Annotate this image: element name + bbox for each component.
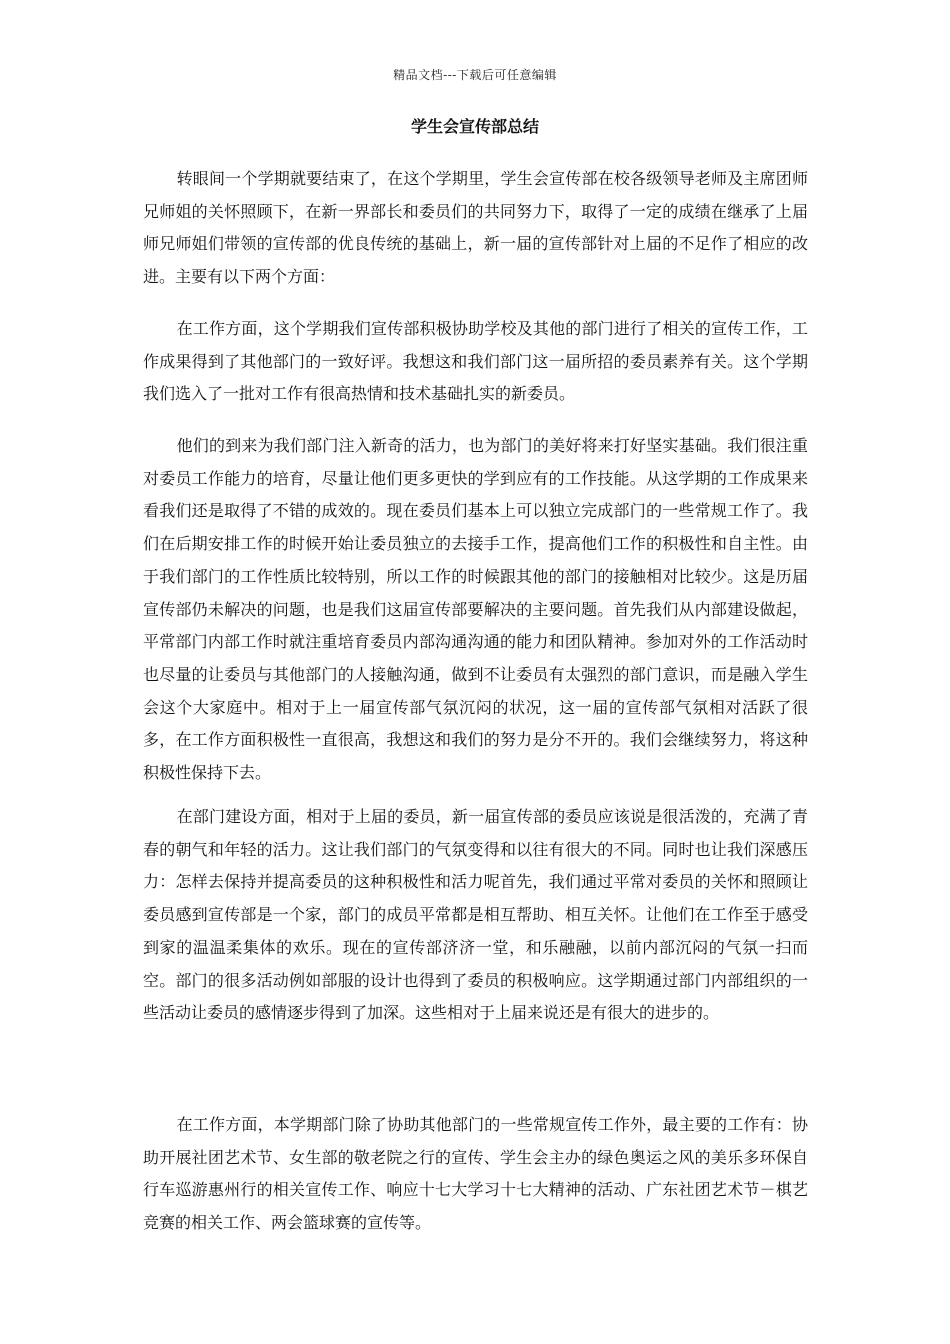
paragraph-text: 他们的到来为我们部门注入新奇的活力，也为部门的美好将来打好坚实基础。我们很注重对委员工作能力的培育，尽量让他们更多更快的学到应有的工作技能。从这学期的工作成果来看我们还是取得了不错的成效的。现在委员们基本上可以独立完成部门的一些常规工作了。我们在后期安排工作的时候开始让委员独立的去接手工作，提高他们工作的积极性和自主性。由于我们部门的工作性质比较特别，所以工作的时候跟其他的部门的接触相对比较少。这是历届宣传部仍未解决的问题，也是我们这届宣传部要解决的主要问题。首先我们从内部建设做起，平常部门内部工作时就注重培育委员内部沟通沟通的能力和团队精神。参加对外的工作活动时也尽量的让委员与其他部门的人接触沟通，做到不让委员有太强烈的部门意识，而是融入学生会这个大家庭中。相对于上一届宣传部气氛沉闷的状况，这一届的宣传部气氛相对活跃了很多，在工作方面积极性一直很高，我想这和我们的努力是分不开的。我们会继续努力，将这种积极性保持下去。	[143, 436, 808, 783]
paragraph-text: 在工作方面，本学期部门除了协助其他部门的一些常规宣传工作外，最主要的工作有：协助开展社团艺术节、女生部的敬老院之行的宣传、学生会主办的绿色奥运之风的美乐多环保自行车巡游惠州行的相关宣传工作、响应十七大学习十七大精神的活动、广东社团艺术节－棋艺竞赛的相关工作、两会篮球赛的宣传等。	[143, 1115, 808, 1233]
paragraph-5	[143, 1109, 808, 1240]
paragraph-text: 在工作方面，这个学期我们宣传部积极协助学校及其他的部门进行了相关的宣传工作，工作成果得到了其他部门的一致好评。我想这和我们部门这一届所招的委员素养有关。这个学期我们选入了一批对工作有很高热情和技术基础扎实的新委员。	[143, 319, 808, 404]
paragraph-4	[143, 801, 808, 1030]
document-title: 学生会宣传部总结	[410, 117, 539, 136]
paragraph-2	[143, 313, 808, 411]
paragraph-text: 在部门建设方面，相对于上届的委员，新一届宣传部的委员应该说是很活泼的，充满了青春的朝气和年轻的活力。这让我们部门的气氛变得和以往有很大的不同。同时也让我们深感压力：怎样去保持并提高委员的这种积极性和活力呢首先，我们通过平常对委员的关怀和照顾让委员感到宣传部是一个家，部门的成员平常都是相互帮助、相互关怀。让他们在工作至于感受到家的温温柔集体的欢乐。现在的宣传部济济一堂，和乐融融，以前内部沉闷的气氛一扫而空。部门的很多活动例如部服的设计也得到了委员的积极响应。这学期通过部门内部组织的一些活动让委员的感情逐步得到了加深。这些相对于上届来说还是有很大的进步的。	[143, 807, 808, 1023]
paragraph-3	[143, 430, 808, 790]
paragraph-text: 转眼间一个学期就要结束了，在这个学期里，学生会宣传部在校各级领导老师及主席团师兄师姐的关怀照顾下，在新一界部长和委员们的共同努力下，取得了一定的成绩在继承了上届师兄师姐们带领的宣传部的优良传统的基础上，新一届的宣传部针对上届的不足作了相应的改进。主要有以下两个方面：	[143, 169, 808, 287]
header-note: 精品文档---下载后可任意编辑	[393, 68, 557, 82]
paragraph-1	[143, 163, 808, 294]
